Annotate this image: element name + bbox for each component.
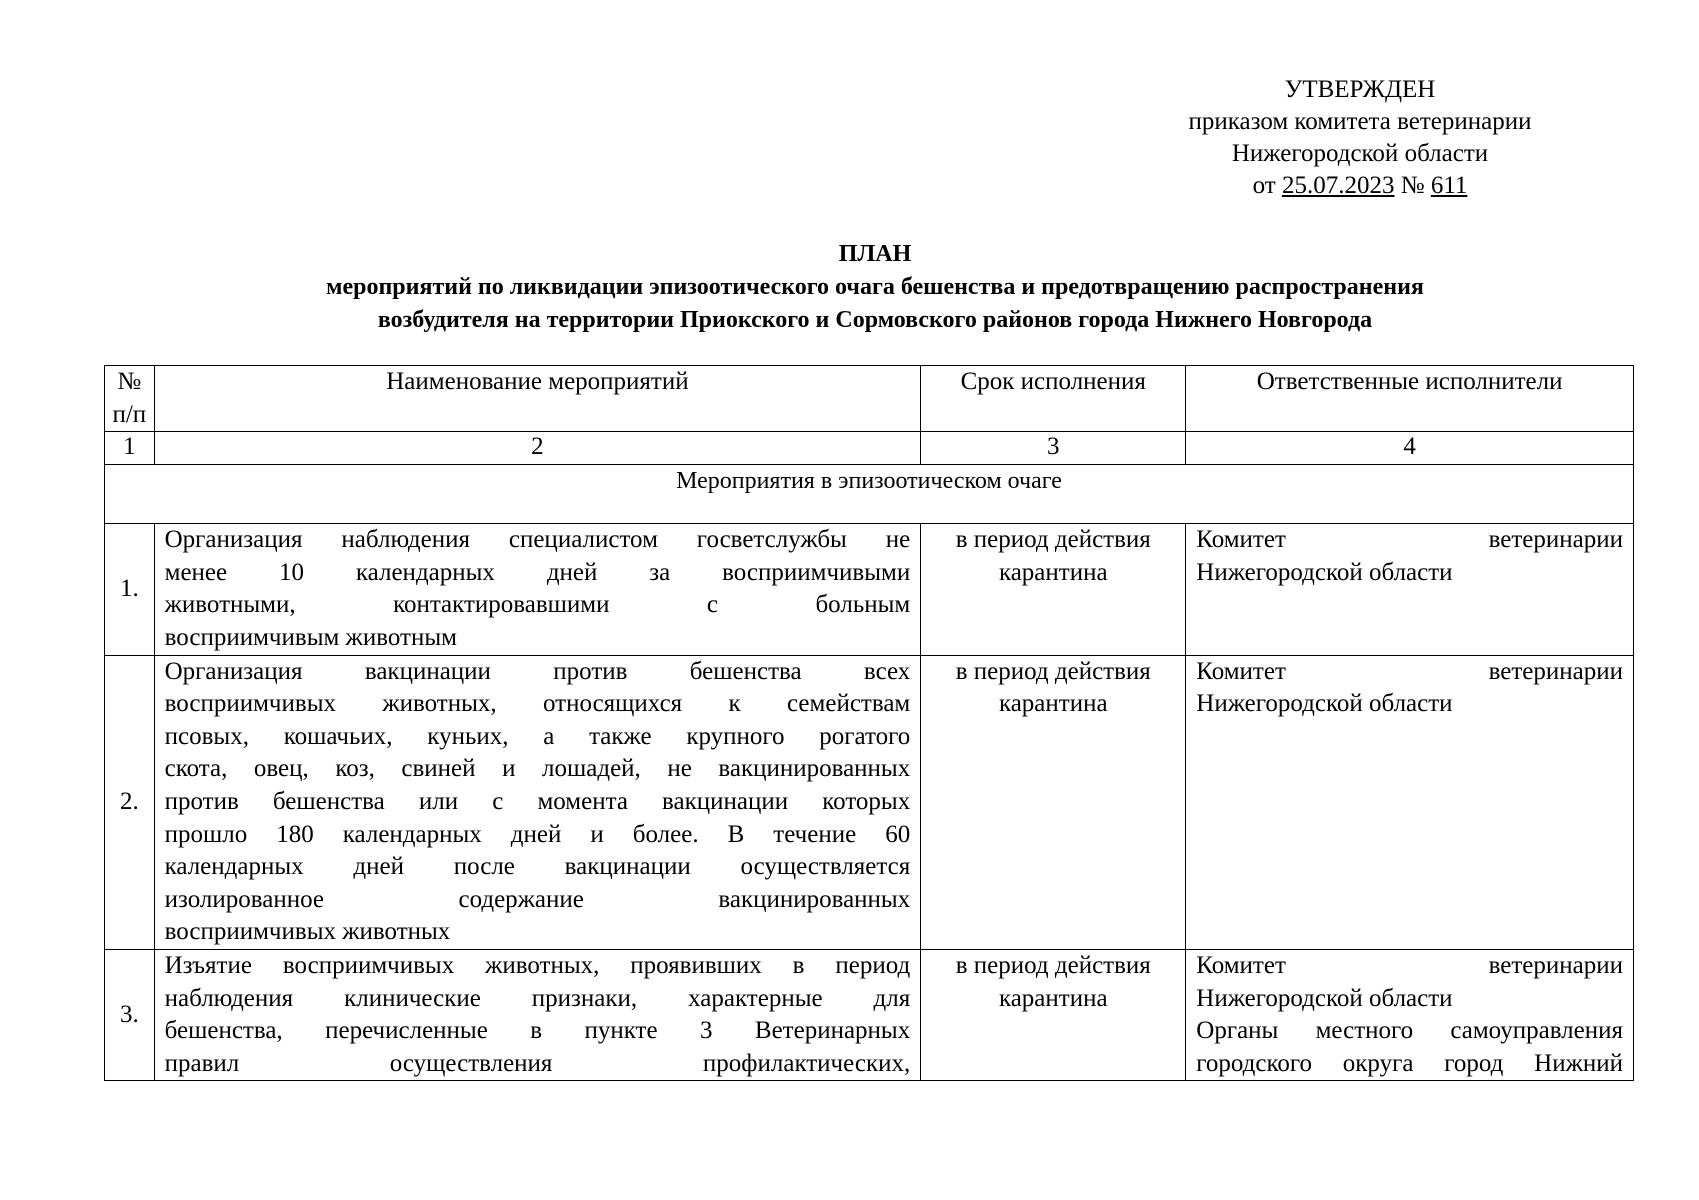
title-line-2: возбудителя на территории Приокского и Сормовского районов города Нижнего Новгорода	[377, 307, 1373, 333]
table-row	[105, 655, 1634, 949]
approval-stamp	[1150, 74, 1570, 202]
name-line: восприимчивых животных	[164, 918, 451, 946]
name-line: восприимчивых животных, относящихся к семействам	[164, 690, 911, 718]
section-row	[105, 465, 1634, 524]
index-cell: 2	[154, 432, 921, 465]
date-prefix: от	[1252, 172, 1282, 199]
row-term: в период действия карантина	[921, 949, 1186, 1080]
approval-line-approved: УТВЕРЖДЕН	[1284, 76, 1436, 103]
header-resp: Ответственные исполнители	[1186, 366, 1634, 432]
resp-line: Нижегородской области	[1196, 558, 1453, 586]
index-cell: 1	[105, 432, 155, 465]
approval-line-date	[1150, 170, 1570, 202]
name-line: правил осуществления профилактических,	[164, 1049, 911, 1077]
name-line: прошло 180 календарных дней и более. В течение 60	[164, 820, 911, 848]
section-title: Мероприятия в эпизоотическом очаге	[105, 465, 1634, 524]
name-line: Изъятие восприимчивых животных, проявивших в период	[164, 951, 911, 979]
index-cell: 3	[921, 432, 1186, 465]
row-number: 1.	[105, 524, 155, 655]
resp-line: Нижегородской области	[1196, 984, 1453, 1012]
name-line: восприимчивым животным	[164, 623, 457, 651]
table-row	[105, 524, 1634, 655]
order-number: 611	[1430, 172, 1468, 199]
row-name	[154, 949, 921, 1080]
resp-line: городского округа город Нижний	[1196, 1049, 1623, 1077]
name-line: псовых, кошачьих, куньих, а также крупного рогатого	[164, 722, 911, 750]
title-line-1: мероприятий по ликвидации эпизоотического очага бешенства и предотвращению распространения	[326, 274, 1424, 300]
row-responsible	[1186, 949, 1634, 1080]
name-line: календарных дней после вакцинации осуществляется	[164, 853, 911, 881]
header-num: № п/п	[105, 366, 155, 432]
name-line: наблюдения клинические признаки, характерные для	[164, 984, 911, 1012]
document-title	[100, 238, 1650, 337]
number-prefix: №	[1394, 172, 1431, 199]
name-line: против бешенства или с момента вакцинации которых	[164, 787, 911, 815]
header-term: Срок исполнения	[921, 366, 1186, 432]
plan-table	[104, 365, 1634, 1081]
index-cell: 4	[1186, 432, 1634, 465]
row-term: в период действия карантина	[921, 524, 1186, 655]
table-index-row	[105, 432, 1634, 465]
resp-line: Нижегородской области	[1196, 690, 1453, 718]
order-date: 25.07.2023	[1281, 172, 1395, 199]
row-name	[154, 524, 921, 655]
row-number: 2.	[105, 655, 155, 949]
name-line: изолированное содержание вакцинированных	[164, 885, 911, 913]
header-name: Наименование мероприятий	[154, 366, 921, 432]
approval-line-order: приказом комитета ветеринарии	[1188, 108, 1532, 135]
table-header-row	[105, 366, 1634, 432]
table-row	[105, 949, 1634, 1080]
name-line: Организация наблюдения специалистом госветслужбы не	[164, 526, 911, 554]
approval-line-region: Нижегородской области	[1231, 140, 1489, 167]
name-line: скота, овец, коз, свиней и лошадей, не вакцинированных	[164, 755, 911, 783]
row-number: 3.	[105, 949, 155, 1080]
name-line: животными, контактировавшими с больным	[164, 591, 911, 619]
row-name	[154, 655, 921, 949]
title-heading: ПЛАН	[838, 241, 912, 267]
resp-line: Комитет ветеринарии	[1196, 951, 1623, 979]
row-responsible	[1186, 655, 1634, 949]
name-line: бешенства, перечисленные в пункте 3 Ветеринарных	[164, 1017, 911, 1045]
resp-line: Комитет ветеринарии	[1196, 526, 1623, 554]
resp-line: Комитет ветеринарии	[1196, 657, 1623, 685]
row-responsible	[1186, 524, 1634, 655]
resp-line: Органы местного самоуправления	[1196, 1017, 1623, 1045]
name-line: менее 10 календарных дней за восприимчивыми	[164, 558, 911, 586]
name-line: Организация вакцинации против бешенства всех	[164, 657, 911, 685]
row-term: в период действия карантина	[921, 655, 1186, 949]
